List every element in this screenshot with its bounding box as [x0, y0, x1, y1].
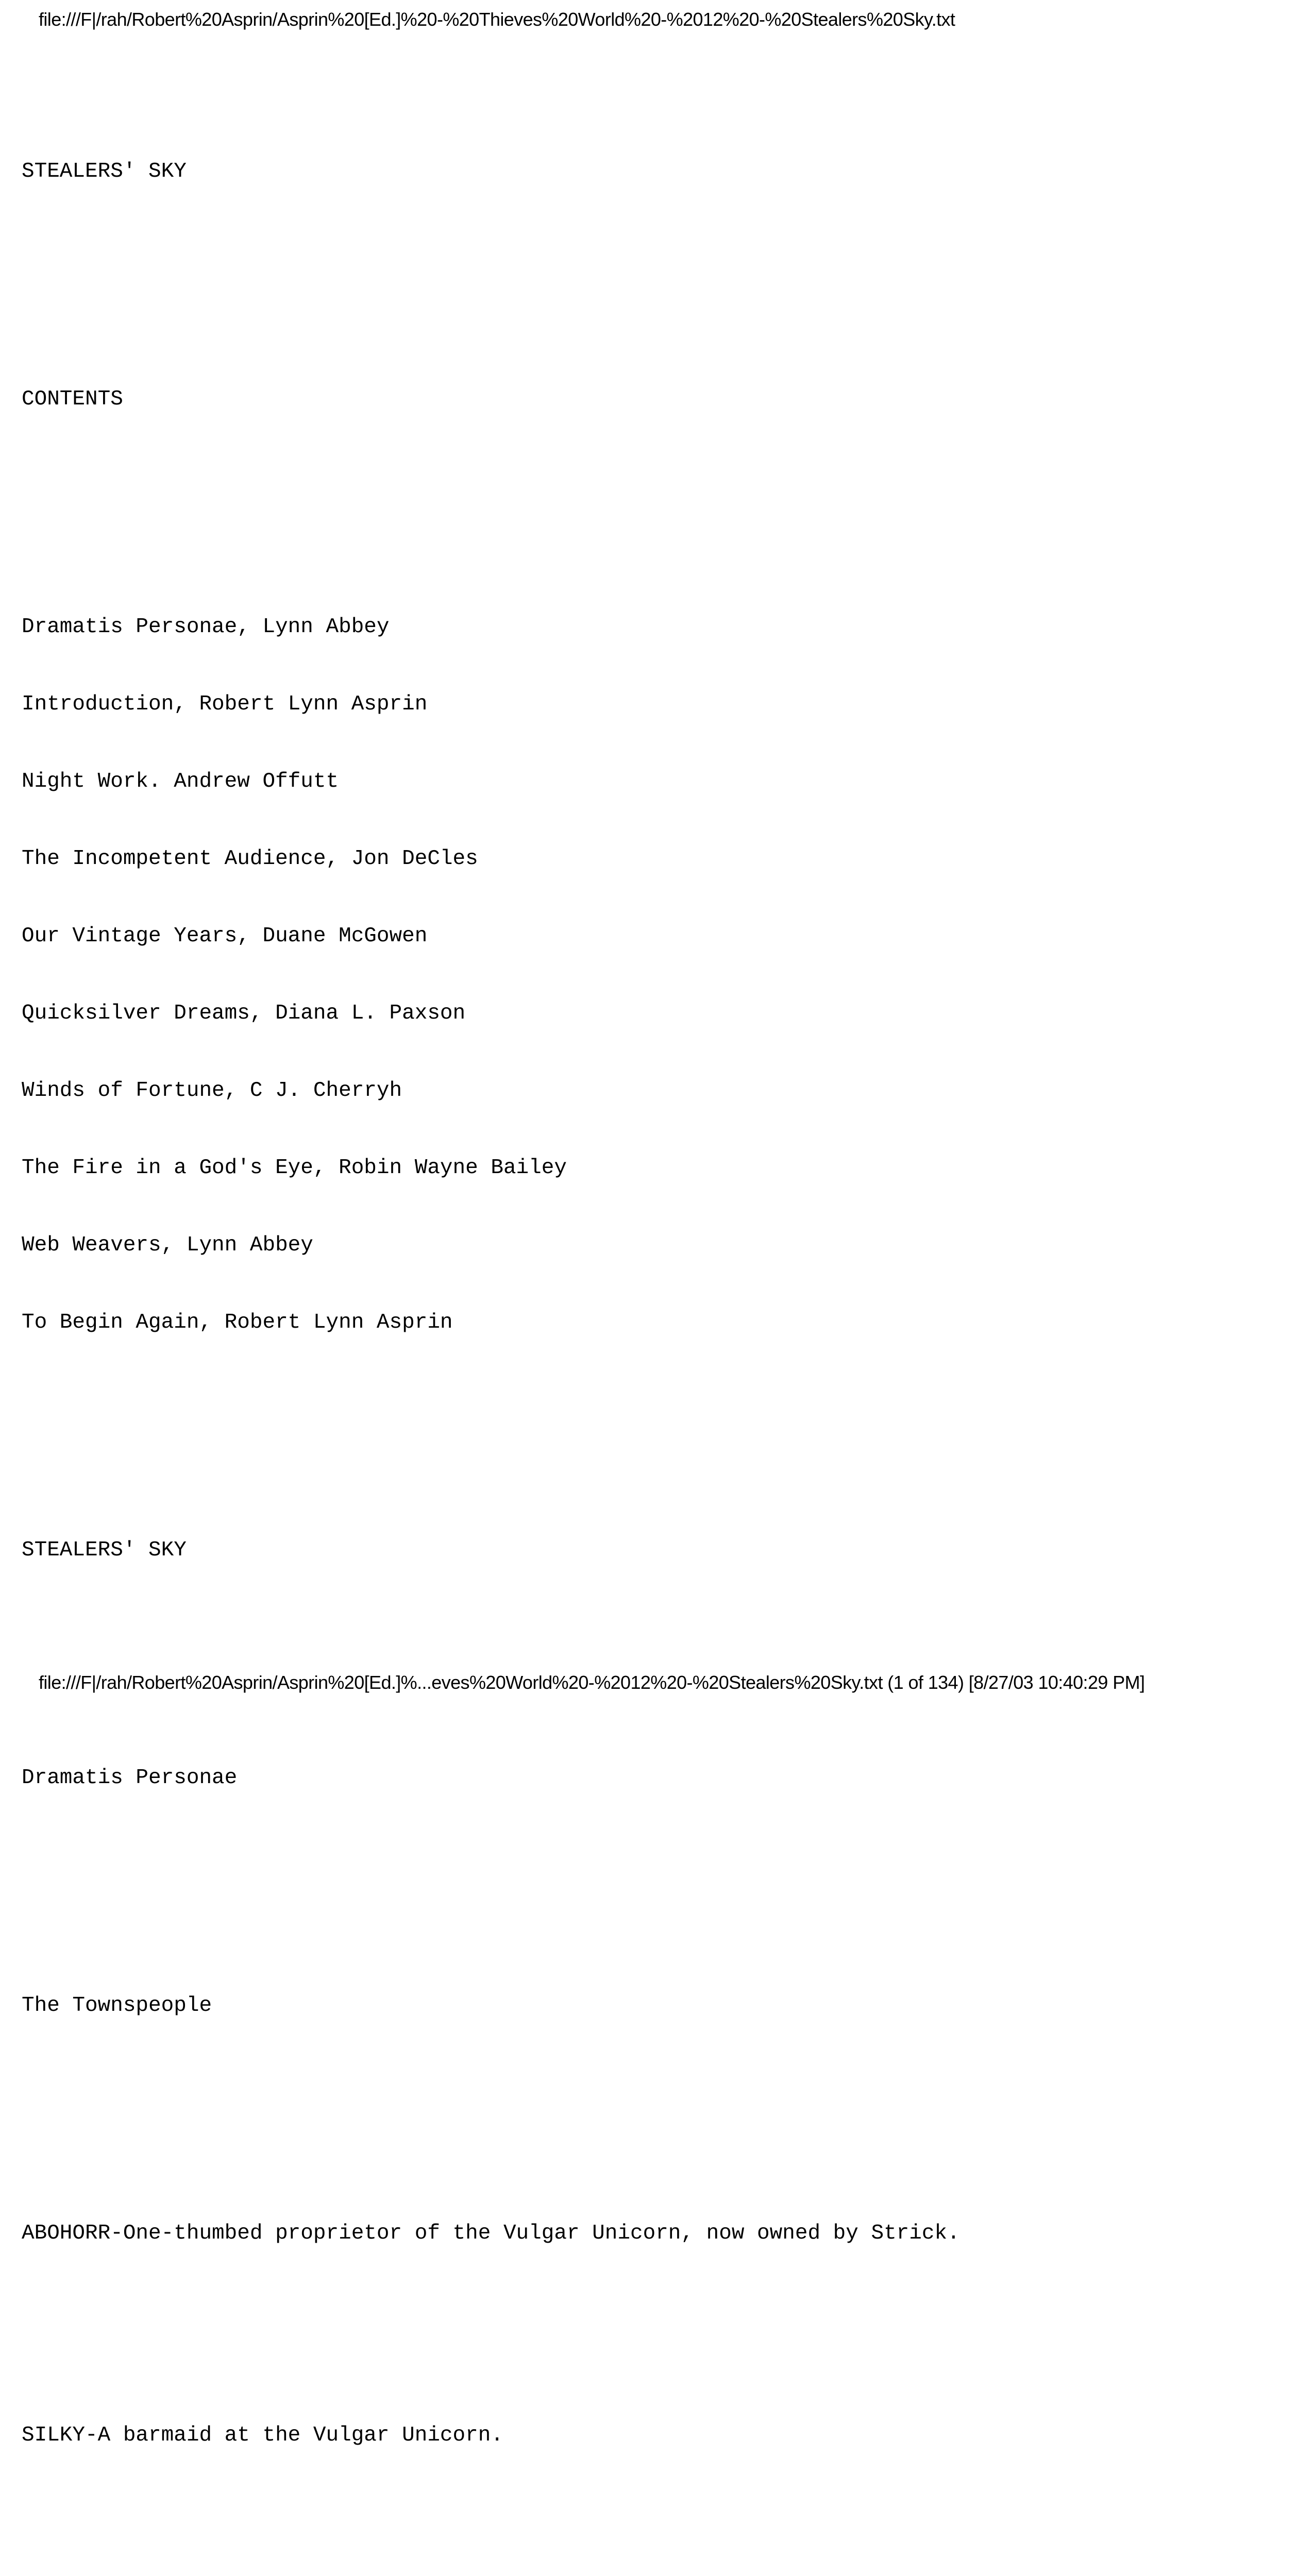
contents-item: To Begin Again, Robert Lynn Asprin — [22, 1311, 453, 1334]
contents-item: Night Work. Andrew Offutt — [22, 770, 339, 793]
contents-item: Our Vintage Years, Duane McGowen — [22, 924, 428, 948]
character-entry — [22, 2371, 1294, 2500]
print-footer-path: file:///F|/rah/Robert%20Asprin/Asprin%20[Ed.]%...eves%20World%20-%2012%20-%20Stealers%20Sky.txt (1 of 134) [8/27/03 10:40:29 PM] — [39, 1672, 1145, 1693]
contents-item: Dramatis Personae, Lynn Abbey — [22, 615, 390, 639]
subsection-heading-text: The Townspeople — [22, 1994, 212, 2018]
book-title-repeat-text: STEALERS' SKY — [22, 1538, 187, 1562]
character-entry — [22, 2573, 1294, 2576]
subsection-heading — [22, 1941, 1294, 2070]
book-title-text: STEALERS' SKY — [22, 160, 187, 183]
contents-item: Web Weavers, Lynn Abbey — [22, 1233, 313, 1257]
character-entry — [22, 2169, 1294, 2298]
section-heading — [22, 1714, 1294, 1842]
contents-item: The Fire in a God's Eye, Robin Wayne Bailey — [22, 1156, 567, 1180]
print-header-path: file:///F|/rah/Robert%20Asprin/Asprin%20[Ed.]%20-%20Thieves%20World%20-%2012%20-%20Stealers%20Sky.txt — [39, 9, 955, 30]
contents-item: The Incompetent Audience, Jon DeCles — [22, 847, 478, 871]
contents-heading — [22, 335, 1294, 464]
contents-item: Quicksilver Dreams, Diana L. Paxson — [22, 1002, 466, 1025]
contents-list — [22, 563, 1294, 1387]
contents-item: Winds of Fortune, C J. Cherryh — [22, 1079, 402, 1103]
section-heading-text: Dramatis Personae — [22, 1766, 238, 1790]
contents-item: Introduction, Robert Lynn Asprin — [22, 692, 428, 716]
contents-heading-text: CONTENTS — [22, 387, 123, 411]
book-title — [22, 107, 1294, 236]
document-body — [22, 56, 1294, 2576]
book-title-repeat — [22, 1486, 1294, 1615]
entry-line: ABOHORR-One-thumbed proprietor of the Vulgar Unicorn, now owned by Strick. — [22, 2222, 960, 2245]
entry-line: SILKY-A barmaid at the Vulgar Unicorn. — [22, 2424, 503, 2447]
